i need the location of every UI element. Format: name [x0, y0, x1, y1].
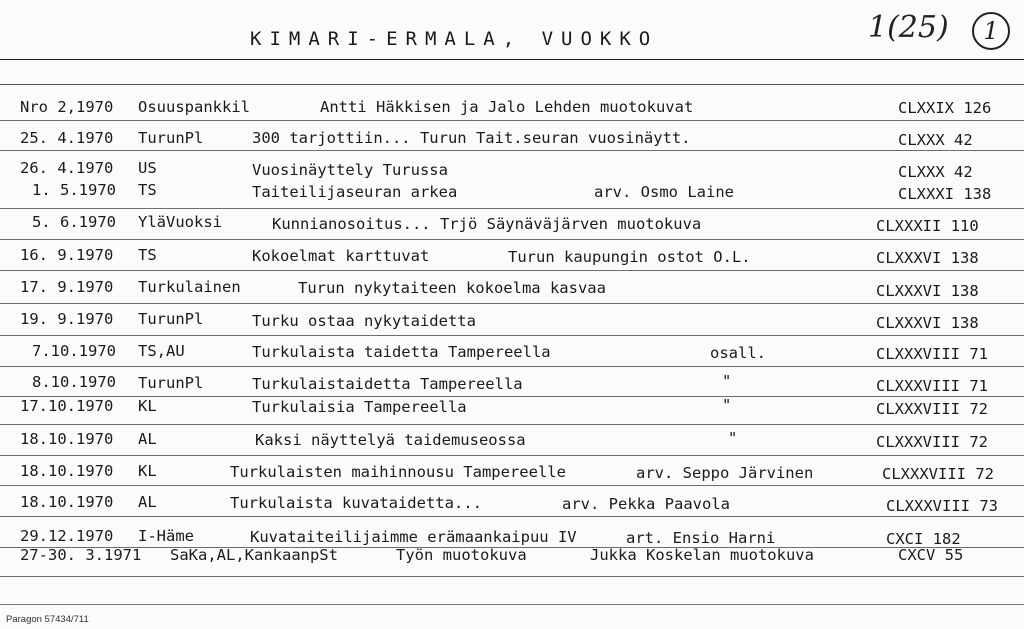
ruled-line: [0, 303, 1024, 304]
entry-reference: CLXXXVI 138: [876, 249, 979, 267]
entry-title: Kunnianosoitus... Trjö Säynäväjärven muotokuva: [272, 215, 702, 233]
handwritten-card-number: 1(25): [868, 10, 949, 45]
entry-reference: CLXXXVI 138: [876, 282, 979, 300]
card-title: KIMARI-ERMALA, VUOKKO: [250, 28, 659, 50]
entry-reference: CLXXXI 138: [898, 185, 992, 203]
entry-title: Turkulaisia Tampereella: [252, 398, 467, 416]
entry-title: Vuosinäyttely Turussa: [252, 161, 448, 179]
entry-date: 18.10.1970: [20, 493, 114, 511]
entry-reference: CLXXXVIII 71: [876, 377, 988, 395]
entry-reference: CLXXXII 110: [876, 217, 979, 235]
ruled-line: [0, 270, 1024, 271]
entry-reference: CXCI 182: [886, 530, 961, 548]
entry-source: TurunPl: [138, 129, 204, 147]
ruled-line: [0, 120, 1024, 121]
entry-title: Turku ostaa nykytaidetta: [252, 312, 476, 330]
entry-note: arv. Osmo Laine: [594, 183, 734, 201]
ruled-line: [0, 239, 1024, 240]
entry-reference: CLXXIX 126: [898, 99, 992, 117]
entry-source: KL: [138, 397, 157, 415]
entry-source: TurunPl: [138, 310, 204, 328]
circled-card-number: 1: [972, 12, 1010, 50]
ruled-line: [0, 335, 1024, 336]
entry-source: TurunPl: [138, 374, 204, 392]
entry-date: 18.10.1970: [20, 430, 114, 448]
entry-reference: CLXXXVIII 72: [882, 465, 994, 483]
entry-title: Turkulaistaidetta Tampereella: [252, 375, 523, 393]
entry-reference: CLXXX 42: [898, 131, 973, 149]
entry-source: TS,AU: [138, 342, 185, 360]
ruled-line: [0, 150, 1024, 151]
entry-title: Turun nykytaiteen kokoelma kasvaa: [298, 279, 606, 297]
entry-source: Turkulainen: [138, 278, 241, 296]
entry-date: Nro 2,1970: [20, 98, 114, 116]
ruled-line: [0, 424, 1024, 425]
footer-rule: [0, 604, 1024, 605]
entry-date: 25. 4.1970: [20, 129, 114, 147]
entry-title: Turkulaisten maihinnousu Tampereelle: [230, 463, 566, 481]
entry-source: TS: [138, 246, 157, 264]
entry-note: Jukka Koskelan muotokuva: [590, 546, 814, 564]
entry-date: 27-30. 3.1971: [20, 546, 142, 564]
entry-title: Turkulaista kuvataidetta...: [230, 494, 482, 512]
entry-note: ": [722, 396, 732, 414]
entry-note: osall.: [710, 344, 766, 362]
entry-date: 5. 6.1970: [32, 213, 116, 231]
entry-date: 1. 5.1970: [32, 181, 116, 199]
entry-reference: CLXXX 42: [898, 163, 973, 181]
entry-source: Osuuspankkil: [138, 98, 250, 116]
entry-source: SaKa,AL,KankaanpSt: [170, 546, 338, 564]
entry-note: arv. Pekka Paavola: [562, 495, 730, 513]
entry-reference: CXCV 55: [898, 546, 964, 564]
ruled-line: [0, 208, 1024, 209]
ruled-line: [0, 576, 1024, 577]
entry-note: Turun kaupungin ostot O.L.: [508, 248, 751, 266]
entry-date: 19. 9.1970: [20, 310, 114, 328]
entry-date: 29.12.1970: [20, 527, 114, 545]
entry-source: AL: [138, 430, 157, 448]
entry-date: 17.10.1970: [20, 397, 114, 415]
entry-reference: CLXXXVIII 73: [886, 497, 998, 515]
entry-date: 18.10.1970: [20, 462, 114, 480]
entry-source: US: [138, 159, 157, 177]
entry-date: 16. 9.1970: [20, 246, 114, 264]
entry-note: ": [728, 429, 738, 447]
entry-note: art. Ensio Harni: [626, 529, 776, 547]
entry-source: YläVuoksi: [138, 213, 222, 231]
entry-source: AL: [138, 493, 157, 511]
ruled-line: [0, 485, 1024, 486]
entry-date: 26. 4.1970: [20, 159, 114, 177]
entry-title: Turkulaista taidetta Tampereella: [252, 343, 551, 361]
entry-title: 300 tarjottiin... Turun Tait.seuran vuosinäytt.: [252, 129, 691, 147]
entry-title: Kaksi näyttelyä taidemuseossa: [255, 431, 526, 449]
entry-note: ": [722, 372, 732, 390]
ruled-line: [0, 455, 1024, 456]
entry-title: Antti Häkkisen ja Jalo Lehden muotokuvat: [320, 98, 694, 116]
entry-source: I-Häme: [138, 527, 194, 545]
header-rule-secondary: [0, 84, 1024, 85]
entry-date: 8.10.1970: [32, 373, 116, 391]
entry-reference: CLXXXVI 138: [876, 314, 979, 332]
header-rule: [0, 59, 1024, 60]
entry-title: Työn muotokuva: [396, 546, 527, 564]
entry-title: Kokoelmat karttuvat: [252, 247, 430, 265]
ruled-line: [0, 366, 1024, 367]
ruled-line: [0, 516, 1024, 517]
entry-source: TS: [138, 181, 157, 199]
entry-reference: CLXXXVIII 72: [876, 400, 988, 418]
entry-reference: CLXXXVIII 72: [876, 433, 988, 451]
print-mark: Paragon 57434/711: [6, 614, 89, 625]
entry-source: KL: [138, 462, 157, 480]
entry-date: 7.10.1970: [32, 342, 116, 360]
entry-title: Taiteilijaseuran arkea: [252, 183, 458, 201]
entry-note: arv. Seppo Järvinen: [636, 464, 814, 482]
entry-title: Kuvataiteilijaimme erämaankaipuu IV: [250, 528, 577, 546]
entry-reference: CLXXXVIII 71: [876, 345, 988, 363]
entry-date: 17. 9.1970: [20, 278, 114, 296]
